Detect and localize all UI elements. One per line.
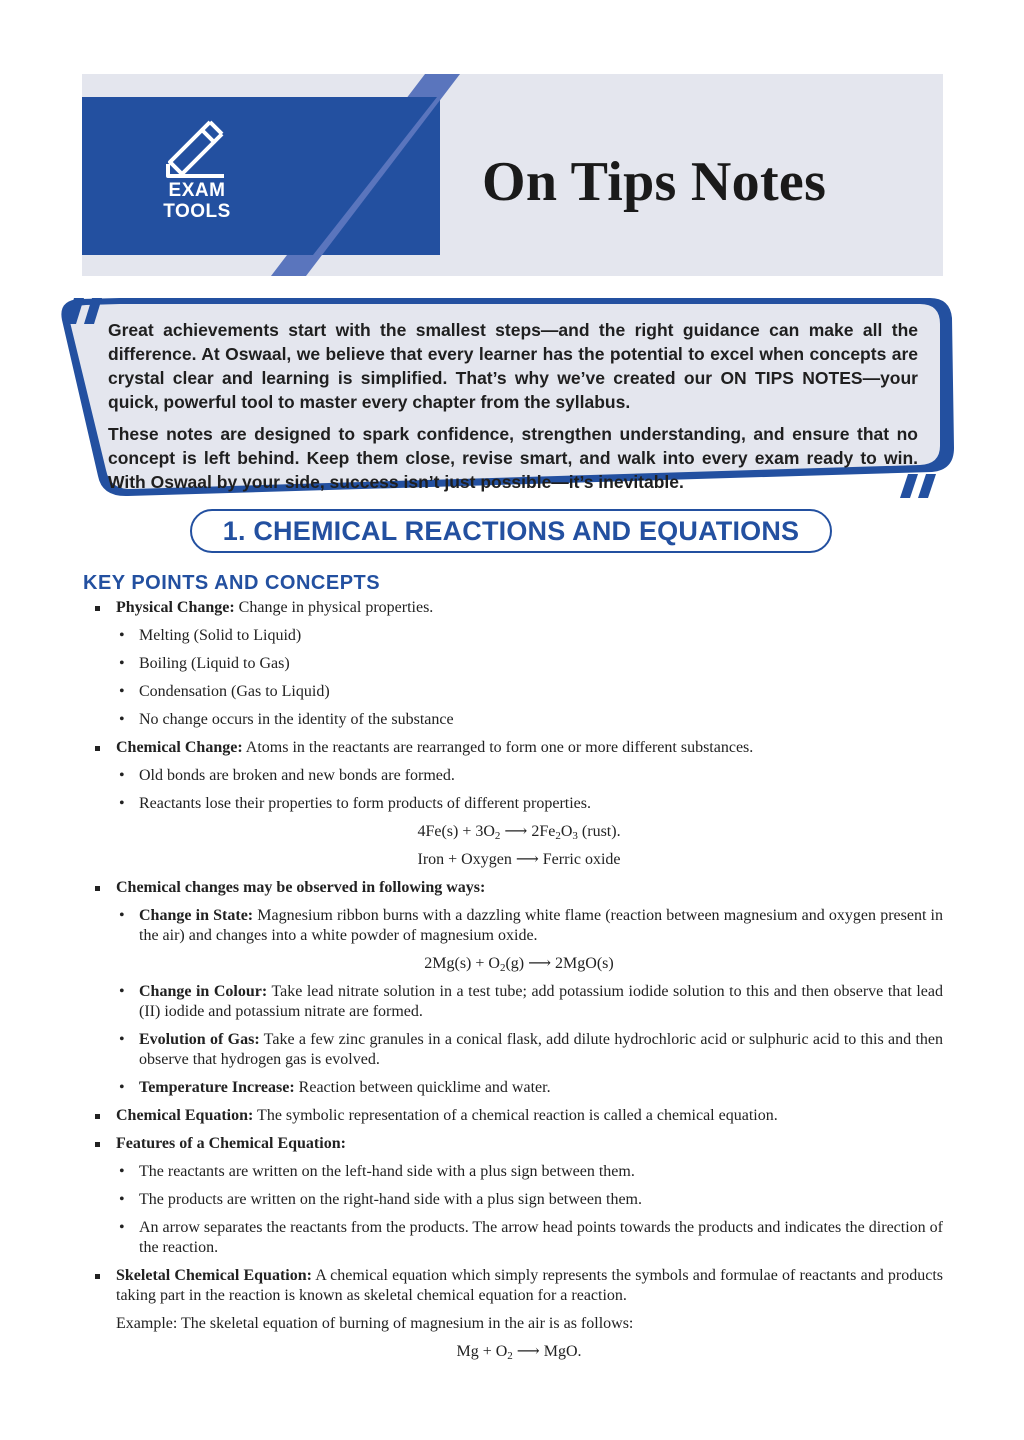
item-text: Old bonds are broken and new bonds are formed. xyxy=(139,767,455,784)
term: Change in State: xyxy=(139,907,254,924)
bullet-dot-icon: • xyxy=(119,1191,125,1208)
list-item xyxy=(95,598,943,618)
page-title: On Tips Notes xyxy=(482,151,827,213)
list-item xyxy=(95,1266,943,1306)
definition: The symbolic representation of a chemical reaction is called a chemical equation. xyxy=(253,1107,778,1124)
bullet-square-icon xyxy=(95,746,100,751)
item-text: The reactants are written on the left-hand side with a plus sign between them. xyxy=(139,1163,635,1180)
item-text: Reactants lose their properties to form products of different properties. xyxy=(139,795,592,812)
list-item xyxy=(95,654,943,674)
definition: Atoms in the reactants are rearranged to form one or more different substances. xyxy=(242,739,754,756)
bullet-dot-icon: • xyxy=(119,1163,125,1180)
list-item xyxy=(95,794,943,814)
bullet-square-icon xyxy=(95,1142,100,1147)
equation-magnesium: $2Mg(s) + O_2(g)$ ⟶ 2MgO(s) xyxy=(424,955,614,974)
notes-content xyxy=(95,598,943,1362)
term: Evolution of Gas: xyxy=(139,1031,260,1048)
bullet-dot-icon: • xyxy=(119,1219,125,1236)
bullet-dot-icon: • xyxy=(119,655,125,672)
subheading: Features of a Chemical Equation: xyxy=(116,1135,346,1152)
term: Chemical Equation: xyxy=(116,1107,254,1124)
bullet-square-icon xyxy=(95,1114,100,1119)
chapter-title-box xyxy=(190,509,832,553)
term: Physical Change: xyxy=(116,599,235,616)
intro-paragraph-2: These notes are designed to spark confidence, strengthen understanding, and ensure that no concept is left behind. Keep them close, revise smart, and walk into every exam ready to win. With Oswaal by your side, success isn’t just possible—it’s inevitable. xyxy=(108,424,918,492)
list-item xyxy=(95,1078,943,1098)
bullet-dot-icon: • xyxy=(119,1079,125,1096)
definition: Reaction between quicklime and water. xyxy=(294,1079,551,1096)
definition: Take a few zinc granules in a conical flask, add dilute hydrochloric acid or sulphuric acid to this and then observe that hydrogen gas is evolved. xyxy=(139,1031,944,1068)
quote-mark-icon xyxy=(66,296,110,326)
equation-skeletal: $Mg + O_2$ ⟶ MgO. xyxy=(456,1343,582,1362)
bullet-dot-icon: • xyxy=(119,767,125,784)
list-item xyxy=(95,1190,943,1210)
item-text: The products are written on the right-hand side with a plus sign between them. xyxy=(139,1191,642,1208)
list-item xyxy=(95,710,943,730)
definition: Change in physical properties. xyxy=(234,599,434,616)
bullet-dot-icon: • xyxy=(119,907,125,924)
item-text: An arrow separates the reactants from the products. The arrow head points towards the products and indicates the direction of the reaction. xyxy=(139,1219,943,1256)
section-heading: KEY POINTS AND CONCEPTS xyxy=(83,572,381,594)
item-text: No change occurs in the identity of the substance xyxy=(139,711,454,728)
list-item xyxy=(95,682,943,702)
list-item xyxy=(95,1134,943,1154)
term: Change in Colour: xyxy=(139,983,268,1000)
chapter-title: 1. CHEMICAL REACTIONS AND EQUATIONS xyxy=(222,516,800,546)
list-item xyxy=(95,982,943,1022)
item-text: Melting (Solid to Liquid) xyxy=(139,627,302,644)
list-item xyxy=(95,1030,943,1070)
term: Chemical Change: xyxy=(116,739,243,756)
bullet-dot-icon: • xyxy=(119,683,125,700)
example-text: Example: The skeletal equation of burning of magnesium in the air is as follows: xyxy=(116,1315,634,1332)
list-item xyxy=(95,1218,943,1258)
subheading: Chemical changes may be observed in following ways: xyxy=(116,879,486,896)
definition: Take lead nitrate solution in a test tube; add potassium iodide solution to this and then observe that lead (II) iodide and potassium nitrate are formed. xyxy=(139,983,944,1020)
bullet-square-icon xyxy=(95,1274,100,1279)
definition: Magnesium ribbon burns with a dazzling white flame (reaction between magnesium and oxygen present in the air) and changes into a white powder of magnesium oxide. xyxy=(139,907,944,944)
item-text: Condensation (Gas to Liquid) xyxy=(139,683,330,700)
intro-text xyxy=(108,318,918,502)
list-item xyxy=(95,1162,943,1182)
list-item xyxy=(95,1106,943,1126)
bullet-dot-icon: • xyxy=(119,711,125,728)
list-item xyxy=(95,906,943,946)
bullet-dot-icon: • xyxy=(119,795,125,812)
list-item xyxy=(95,878,943,898)
list-item xyxy=(95,766,943,786)
equation-rust: $4Fe(s) + 3O_2$ ⟶ $2Fe_2O_3$ (rust). xyxy=(417,823,621,842)
bullet-dot-icon: • xyxy=(119,983,125,1000)
list-item xyxy=(95,626,943,646)
bullet-square-icon xyxy=(95,606,100,611)
bullet-dot-icon: • xyxy=(119,627,125,644)
intro-paragraph-1: Great achievements start with the smallest steps—and the right guidance can make all the difference. At Oswaal, we believe that every learner has the potential to excel when concepts are crystal clear and learning is simplified. That’s why we’ve created our ON TIPS NOTES—your quick, powerful tool to master every chapter from the syllabus. xyxy=(108,320,918,412)
badge-line-1: EXAM xyxy=(168,180,226,201)
badge-line-2: TOOLS xyxy=(163,201,231,222)
definition: A chemical equation which simply represents the symbols and formulae of reactants and products taking part in the reaction is known as skeletal chemical equation for a reaction. xyxy=(116,1267,944,1304)
bullet-dot-icon: • xyxy=(119,1031,125,1048)
term: Skeletal Chemical Equation: xyxy=(116,1267,312,1284)
list-item xyxy=(95,738,943,758)
item-text: Boiling (Liquid to Gas) xyxy=(139,655,290,672)
bullet-square-icon xyxy=(95,886,100,891)
equation-words: Iron + Oxygen ⟶ Ferric oxide xyxy=(417,851,621,868)
term: Temperature Increase: xyxy=(139,1079,295,1096)
